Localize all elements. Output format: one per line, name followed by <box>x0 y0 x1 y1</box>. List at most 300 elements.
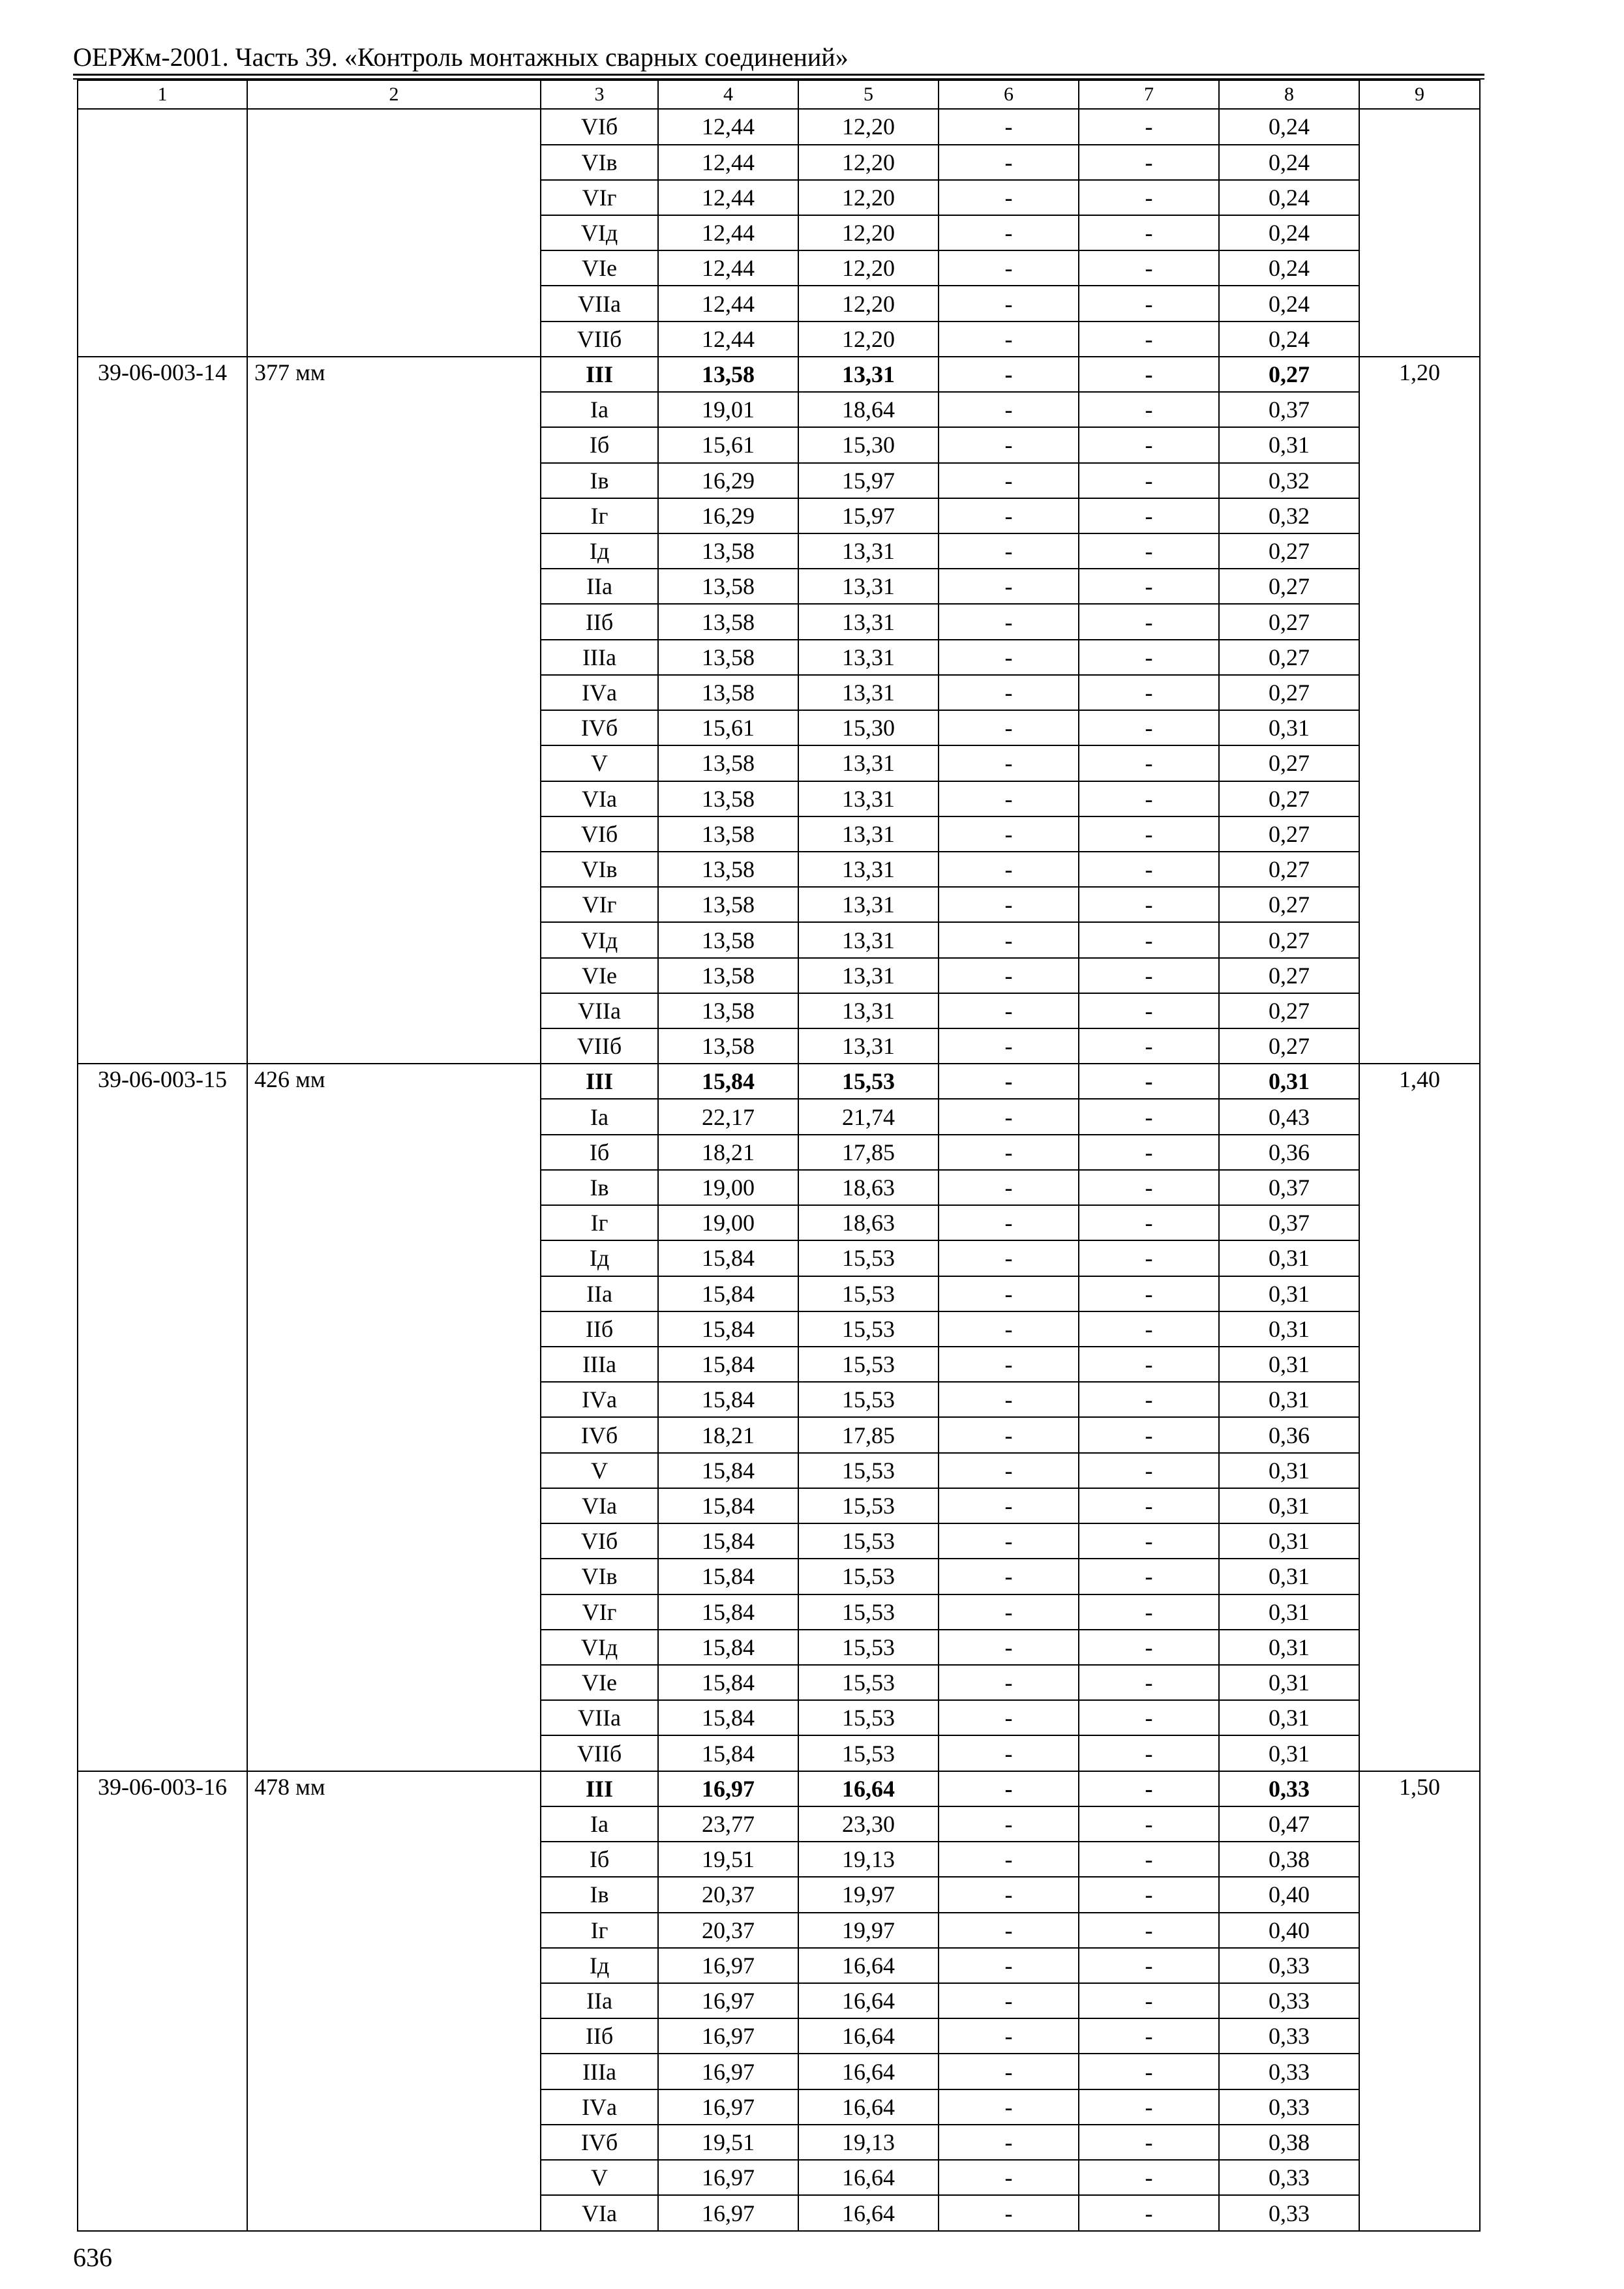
value-cell: - <box>1079 392 1219 427</box>
value-cell: 13,58 <box>658 640 798 675</box>
value-cell: 13,58 <box>658 533 798 569</box>
value-cell: - <box>939 1771 1079 1806</box>
value-cell: 12,44 <box>658 322 798 357</box>
category-cell: IVа <box>541 675 658 710</box>
value-cell: - <box>939 145 1079 180</box>
value-cell: 15,84 <box>658 1700 798 1735</box>
value-cell: - <box>1079 145 1219 180</box>
value-cell: - <box>1079 215 1219 250</box>
value-cell: - <box>939 2160 1079 2195</box>
value-cell: 15,84 <box>658 1665 798 1700</box>
category-cell: VIд <box>541 1630 658 1665</box>
value-cell: - <box>939 1382 1079 1417</box>
category-cell: VIд <box>541 215 658 250</box>
value-cell: 18,63 <box>798 1205 939 1240</box>
value-cell: - <box>939 2054 1079 2089</box>
category-cell: VIа <box>541 1488 658 1523</box>
value-cell: - <box>939 958 1079 993</box>
value-cell: 0,31 <box>1219 710 1359 745</box>
value-cell: 15,97 <box>798 498 939 533</box>
value-cell: - <box>939 1170 1079 1205</box>
value-cell: 0,38 <box>1219 1842 1359 1877</box>
category-cell: VIв <box>541 852 658 887</box>
value-cell: 16,29 <box>658 498 798 533</box>
value-cell: 15,53 <box>798 1488 939 1523</box>
value-cell: 0,31 <box>1219 1700 1359 1735</box>
value-cell: - <box>939 569 1079 604</box>
value-cell: 16,97 <box>658 1948 798 1983</box>
value-cell: 12,44 <box>658 180 798 215</box>
value-cell: 0,31 <box>1219 427 1359 462</box>
value-cell: - <box>939 640 1079 675</box>
column-number: 4 <box>658 80 798 109</box>
value-cell: 16,97 <box>658 2089 798 2125</box>
value-cell: 15,84 <box>658 1064 798 1099</box>
category-cell: Iд <box>541 1240 658 1276</box>
value-cell: - <box>1079 2054 1219 2089</box>
value-cell: - <box>1079 1700 1219 1735</box>
value-cell: 13,58 <box>658 887 798 922</box>
value-cell: 21,74 <box>798 1099 939 1134</box>
category-cell: IIб <box>541 1311 658 1347</box>
value-cell: - <box>939 816 1079 852</box>
category-cell: VIIа <box>541 286 658 321</box>
value-cell: 15,53 <box>798 1700 939 1735</box>
value-cell: 0,31 <box>1219 1382 1359 1417</box>
value-cell: 16,64 <box>798 2018 939 2054</box>
category-cell: VIIб <box>541 1735 658 1771</box>
value-cell: - <box>939 2018 1079 2054</box>
value-cell: - <box>1079 1170 1219 1205</box>
value-cell: - <box>939 215 1079 250</box>
value-cell: 22,17 <box>658 1099 798 1134</box>
value-cell: - <box>1079 2160 1219 2195</box>
rate-code <box>78 109 247 357</box>
category-cell: VIе <box>541 958 658 993</box>
category-cell: IIIа <box>541 640 658 675</box>
category-cell: IIIа <box>541 2054 658 2089</box>
value-cell: 0,24 <box>1219 215 1359 250</box>
value-cell: - <box>1079 922 1219 957</box>
value-cell: - <box>1079 1665 1219 1700</box>
pipe-diameter: 426 мм <box>247 1064 541 1771</box>
value-cell: - <box>939 887 1079 922</box>
value-cell: 13,58 <box>658 745 798 781</box>
category-cell: VIе <box>541 1665 658 1700</box>
value-cell: - <box>939 1488 1079 1523</box>
value-cell: - <box>1079 993 1219 1028</box>
value-cell: 0,24 <box>1219 180 1359 215</box>
value-cell: 0,40 <box>1219 1913 1359 1948</box>
value-cell: 0,27 <box>1219 569 1359 604</box>
value-cell: 15,53 <box>798 1382 939 1417</box>
value-cell: 15,84 <box>658 1559 798 1594</box>
value-cell: 0,27 <box>1219 852 1359 887</box>
value-cell: 15,97 <box>798 463 939 498</box>
value-cell: 0,31 <box>1219 1559 1359 1594</box>
value-cell: 15,84 <box>658 1311 798 1347</box>
category-cell: VIб <box>541 816 658 852</box>
rates-table <box>77 80 1481 2232</box>
value-cell: - <box>1079 1630 1219 1665</box>
value-cell: - <box>939 2089 1079 2125</box>
value-cell: - <box>1079 1806 1219 1842</box>
value-cell: 19,97 <box>798 1913 939 1948</box>
value-cell: 13,31 <box>798 922 939 957</box>
value-cell: 15,53 <box>798 1735 939 1771</box>
value-cell: 16,97 <box>658 1983 798 2018</box>
value-cell: 19,00 <box>658 1170 798 1205</box>
value-cell: 0,33 <box>1219 2160 1359 2195</box>
value-cell: - <box>1079 180 1219 215</box>
value-cell: 0,27 <box>1219 745 1359 781</box>
value-cell: - <box>1079 1099 1219 1134</box>
value-cell: 0,27 <box>1219 922 1359 957</box>
value-cell: 0,47 <box>1219 1806 1359 1842</box>
value-cell: 0,31 <box>1219 1630 1359 1665</box>
category-cell: Iа <box>541 1099 658 1134</box>
value-cell: - <box>939 1842 1079 1877</box>
value-cell: 0,31 <box>1219 1064 1359 1099</box>
value-cell: 0,37 <box>1219 392 1359 427</box>
value-cell: - <box>939 322 1079 357</box>
value-cell: 12,20 <box>798 286 939 321</box>
value-cell: - <box>939 498 1079 533</box>
value-cell: - <box>1079 1594 1219 1630</box>
value-cell: - <box>939 1630 1079 1665</box>
value-cell: 15,53 <box>798 1311 939 1347</box>
category-cell: Iг <box>541 1205 658 1240</box>
pipe-diameter: 377 мм <box>247 357 541 1064</box>
value-cell: - <box>939 1735 1079 1771</box>
value-cell: - <box>939 1276 1079 1311</box>
value-cell: - <box>1079 2018 1219 2054</box>
value-cell: 0,27 <box>1219 887 1359 922</box>
column-9-value: 1,40 <box>1359 1064 1480 1771</box>
value-cell: - <box>939 1311 1079 1347</box>
value-cell: 0,31 <box>1219 1347 1359 1382</box>
value-cell: 13,31 <box>798 745 939 781</box>
value-cell: 13,31 <box>798 958 939 993</box>
value-cell: 0,27 <box>1219 958 1359 993</box>
value-cell: - <box>939 427 1079 462</box>
value-cell: 13,31 <box>798 816 939 852</box>
category-cell: V <box>541 2160 658 2195</box>
column-number-row <box>78 80 1480 109</box>
value-cell: 12,20 <box>798 145 939 180</box>
value-cell: 0,27 <box>1219 357 1359 392</box>
value-cell: - <box>1079 781 1219 816</box>
value-cell: - <box>939 1913 1079 1948</box>
column-9-value: 1,20 <box>1359 357 1480 1064</box>
category-cell: IVа <box>541 2089 658 2125</box>
value-cell: 0,31 <box>1219 1523 1359 1559</box>
value-cell: 15,53 <box>798 1630 939 1665</box>
category-cell: VIг <box>541 887 658 922</box>
category-cell: III <box>541 1064 658 1099</box>
value-cell: - <box>939 2125 1079 2160</box>
value-cell: - <box>939 1877 1079 1912</box>
category-cell: III <box>541 1771 658 1806</box>
column-number: 9 <box>1359 80 1480 109</box>
value-cell: 18,21 <box>658 1417 798 1452</box>
value-cell: - <box>1079 1913 1219 1948</box>
value-cell: 13,31 <box>798 852 939 887</box>
category-cell: IIа <box>541 1276 658 1311</box>
value-cell: 0,27 <box>1219 640 1359 675</box>
category-cell: VIв <box>541 1559 658 1594</box>
page-number: 636 <box>73 2243 112 2272</box>
value-cell: 13,58 <box>658 357 798 392</box>
value-cell: 13,58 <box>658 604 798 639</box>
value-cell: - <box>939 1240 1079 1276</box>
value-cell: 0,33 <box>1219 2018 1359 2054</box>
value-cell: 16,64 <box>798 2054 939 2089</box>
value-cell: 13,58 <box>658 922 798 957</box>
value-cell: 0,24 <box>1219 286 1359 321</box>
value-cell: 12,44 <box>658 145 798 180</box>
category-cell: IIб <box>541 2018 658 2054</box>
column-number: 5 <box>798 80 939 109</box>
table-row <box>78 357 1480 392</box>
column-number: 8 <box>1219 80 1359 109</box>
category-cell: Iб <box>541 1135 658 1170</box>
value-cell: - <box>939 675 1079 710</box>
value-cell: - <box>939 1948 1079 1983</box>
value-cell: 15,84 <box>658 1594 798 1630</box>
value-cell: - <box>939 1417 1079 1452</box>
value-cell: - <box>939 852 1079 887</box>
value-cell: 15,84 <box>658 1276 798 1311</box>
value-cell: 0,33 <box>1219 1983 1359 2018</box>
value-cell: 18,64 <box>798 392 939 427</box>
value-cell: - <box>1079 1453 1219 1488</box>
table-row <box>78 109 1480 144</box>
value-cell: 0,24 <box>1219 322 1359 357</box>
value-cell: 0,38 <box>1219 2125 1359 2160</box>
value-cell: - <box>939 604 1079 639</box>
column-9-value: 1,50 <box>1359 1771 1480 2231</box>
value-cell: 0,33 <box>1219 1771 1359 1806</box>
value-cell: 15,84 <box>658 1382 798 1417</box>
column-number: 7 <box>1079 80 1219 109</box>
value-cell: - <box>1079 569 1219 604</box>
value-cell: 0,37 <box>1219 1205 1359 1240</box>
value-cell: 0,33 <box>1219 2089 1359 2125</box>
value-cell: - <box>1079 1276 1219 1311</box>
table-row <box>78 1064 1480 1099</box>
value-cell: 13,58 <box>658 852 798 887</box>
value-cell: - <box>939 1064 1079 1099</box>
value-cell: 13,58 <box>658 816 798 852</box>
value-cell: 15,53 <box>798 1276 939 1311</box>
value-cell: - <box>1079 2195 1219 2231</box>
value-cell: 15,53 <box>798 1594 939 1630</box>
category-cell: VIг <box>541 1594 658 1630</box>
column-number: 3 <box>541 80 658 109</box>
value-cell: 16,29 <box>658 463 798 498</box>
value-cell: 13,31 <box>798 357 939 392</box>
value-cell: 0,32 <box>1219 498 1359 533</box>
value-cell: 0,36 <box>1219 1417 1359 1452</box>
value-cell: - <box>939 109 1079 144</box>
header-rule-thick <box>73 74 1484 76</box>
value-cell: 0,24 <box>1219 145 1359 180</box>
value-cell: - <box>939 1028 1079 1064</box>
value-cell: 0,40 <box>1219 1877 1359 1912</box>
value-cell: - <box>939 1983 1079 2018</box>
category-cell: VIе <box>541 250 658 286</box>
value-cell: 15,53 <box>798 1347 939 1382</box>
value-cell: 0,32 <box>1219 463 1359 498</box>
column-number: 6 <box>939 80 1079 109</box>
value-cell: - <box>939 286 1079 321</box>
value-cell: 12,44 <box>658 286 798 321</box>
value-cell: 12,44 <box>658 250 798 286</box>
value-cell: - <box>1079 958 1219 993</box>
rate-code: 39-06-003-15 <box>78 1064 247 1771</box>
value-cell: - <box>1079 322 1219 357</box>
value-cell: - <box>1079 816 1219 852</box>
value-cell: - <box>1079 427 1219 462</box>
value-cell: 0,27 <box>1219 993 1359 1028</box>
value-cell: 15,30 <box>798 710 939 745</box>
value-cell: - <box>1079 1240 1219 1276</box>
value-cell: - <box>939 1347 1079 1382</box>
pipe-diameter: 478 мм <box>247 1771 541 2231</box>
value-cell: 0,33 <box>1219 2054 1359 2089</box>
value-cell: 15,84 <box>658 1488 798 1523</box>
value-cell: 16,97 <box>658 2018 798 2054</box>
value-cell: - <box>939 1665 1079 1700</box>
value-cell: 0,31 <box>1219 1735 1359 1771</box>
value-cell: 16,97 <box>658 2160 798 2195</box>
value-cell: 16,64 <box>798 1948 939 1983</box>
category-cell: VIIа <box>541 993 658 1028</box>
value-cell: - <box>939 533 1079 569</box>
value-cell: - <box>1079 1028 1219 1064</box>
value-cell: 16,64 <box>798 2160 939 2195</box>
category-cell: VIг <box>541 180 658 215</box>
value-cell: - <box>1079 2125 1219 2160</box>
value-cell: - <box>1079 109 1219 144</box>
value-cell: - <box>1079 745 1219 781</box>
value-cell: - <box>1079 852 1219 887</box>
value-cell: - <box>1079 1771 1219 1806</box>
value-cell: 0,31 <box>1219 1594 1359 1630</box>
value-cell: 12,44 <box>658 215 798 250</box>
value-cell: - <box>1079 463 1219 498</box>
value-cell: - <box>939 1453 1079 1488</box>
column-number: 1 <box>78 80 247 109</box>
value-cell: - <box>939 922 1079 957</box>
category-cell: Iа <box>541 392 658 427</box>
category-cell: V <box>541 1453 658 1488</box>
value-cell: - <box>1079 640 1219 675</box>
category-cell: Iб <box>541 427 658 462</box>
table-row <box>78 1771 1480 1806</box>
category-cell: VIа <box>541 2195 658 2231</box>
category-cell: VIб <box>541 109 658 144</box>
value-cell: - <box>1079 1135 1219 1170</box>
value-cell: 13,31 <box>798 887 939 922</box>
value-cell: 23,77 <box>658 1806 798 1842</box>
value-cell: - <box>1079 1735 1219 1771</box>
value-cell: 20,37 <box>658 1877 798 1912</box>
value-cell: - <box>939 1559 1079 1594</box>
value-cell: 19,13 <box>798 2125 939 2160</box>
value-cell: - <box>939 180 1079 215</box>
value-cell: 16,97 <box>658 2054 798 2089</box>
value-cell: - <box>1079 1205 1219 1240</box>
category-cell: VIIб <box>541 322 658 357</box>
category-cell: IVа <box>541 1382 658 1417</box>
value-cell: 0,27 <box>1219 1028 1359 1064</box>
value-cell: - <box>939 1135 1079 1170</box>
value-cell: 19,51 <box>658 2125 798 2160</box>
value-cell: - <box>939 1594 1079 1630</box>
value-cell: 15,84 <box>658 1347 798 1382</box>
category-cell: VIа <box>541 781 658 816</box>
value-cell: 15,84 <box>658 1735 798 1771</box>
value-cell: - <box>1079 286 1219 321</box>
value-cell: - <box>1079 710 1219 745</box>
value-cell: 0,31 <box>1219 1665 1359 1700</box>
value-cell: 12,20 <box>798 250 939 286</box>
value-cell: 13,58 <box>658 958 798 993</box>
value-cell: 15,84 <box>658 1240 798 1276</box>
value-cell: 15,61 <box>658 710 798 745</box>
value-cell: 0,37 <box>1219 1170 1359 1205</box>
value-cell: - <box>1079 1983 1219 2018</box>
value-cell: 0,27 <box>1219 781 1359 816</box>
column-number: 2 <box>247 80 541 109</box>
value-cell: - <box>939 1099 1079 1134</box>
value-cell: 16,97 <box>658 1771 798 1806</box>
value-cell: - <box>939 463 1079 498</box>
category-cell: IIа <box>541 569 658 604</box>
value-cell: 0,24 <box>1219 109 1359 144</box>
value-cell: 0,27 <box>1219 675 1359 710</box>
value-cell: 16,97 <box>658 2195 798 2231</box>
category-cell: IIб <box>541 604 658 639</box>
value-cell: - <box>939 781 1079 816</box>
pipe-diameter <box>247 109 541 357</box>
value-cell: - <box>939 357 1079 392</box>
value-cell: - <box>1079 533 1219 569</box>
category-cell: Iа <box>541 1806 658 1842</box>
value-cell: 0,31 <box>1219 1488 1359 1523</box>
value-cell: 15,30 <box>798 427 939 462</box>
value-cell: 0,31 <box>1219 1311 1359 1347</box>
category-cell: Iв <box>541 463 658 498</box>
value-cell: 19,00 <box>658 1205 798 1240</box>
value-cell: - <box>1079 1523 1219 1559</box>
value-cell: 0,33 <box>1219 2195 1359 2231</box>
value-cell: 13,58 <box>658 1028 798 1064</box>
value-cell: - <box>1079 2089 1219 2125</box>
category-cell: Iв <box>541 1170 658 1205</box>
value-cell: 13,31 <box>798 781 939 816</box>
value-cell: 23,30 <box>798 1806 939 1842</box>
value-cell: 0,36 <box>1219 1135 1359 1170</box>
category-cell: IVб <box>541 2125 658 2160</box>
value-cell: 13,58 <box>658 993 798 1028</box>
value-cell: - <box>1079 1417 1219 1452</box>
value-cell: 18,63 <box>798 1170 939 1205</box>
value-cell: - <box>939 2195 1079 2231</box>
value-cell: 0,24 <box>1219 250 1359 286</box>
